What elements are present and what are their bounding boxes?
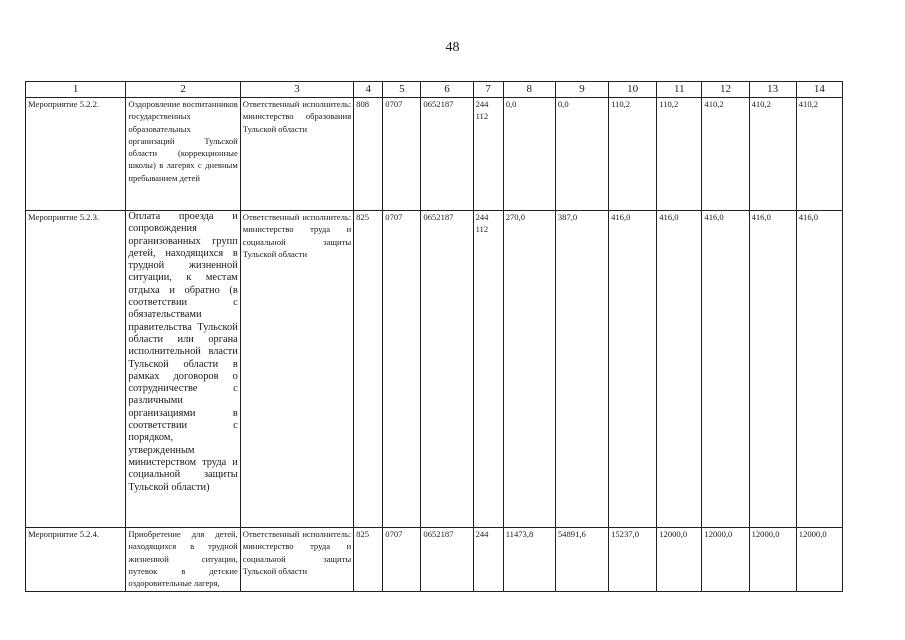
description-text: Оздоровление воспитанников государственных образовательных организаций Тульской области (коррекционные школы) в лагерях с дневным пребыванием детей <box>128 99 238 183</box>
value-cell: 270,0 <box>503 211 555 528</box>
grbs-cell: 808 <box>354 98 383 211</box>
responsible-cell <box>240 211 353 528</box>
value-cell: 416,0 <box>796 211 842 528</box>
value-cell: 416,0 <box>657 211 702 528</box>
grbs-cell: 825 <box>354 211 383 528</box>
column-header: 14 <box>796 82 842 98</box>
value-cell: 416,0 <box>609 211 657 528</box>
column-header: 3 <box>240 82 353 98</box>
description-text: Оплата проезда и сопровождения организованных групп детей, находящихся в трудной жизненной ситуации, к местам отдыха и обратно (в соответствии с обязательствами правительства Тульской области или органа исполнительной власти Тульской области в рамках договоров о сотрудничестве с различными организациями в соответствии с порядком, утвержденным министерством труда и социальной защиты Тульской области) <box>128 211 238 493</box>
description-cell <box>126 98 240 211</box>
column-header: 9 <box>555 82 608 98</box>
value-cell: 12000,0 <box>702 528 749 592</box>
value-cell: 416,0 <box>749 211 796 528</box>
column-header: 13 <box>749 82 796 98</box>
description-cell <box>126 211 240 528</box>
value-cell: 110,2 <box>657 98 702 211</box>
page-number: 48 <box>445 40 460 55</box>
responsible-text: Ответственный исполнитель: министерство труда и социальной защиты Тульской области <box>242 212 352 259</box>
csr-cell: 0652187 <box>421 98 473 211</box>
description-cell <box>126 528 240 592</box>
rzpr-cell: 0707 <box>383 98 421 211</box>
budget-table <box>25 81 843 592</box>
value-cell: 0,0 <box>503 98 555 211</box>
value-cell: 11473,8 <box>503 528 555 592</box>
value-cell: 0,0 <box>555 98 608 211</box>
table-row <box>26 211 843 528</box>
event-cell: Мероприятие 5.2.4. <box>26 528 126 592</box>
column-header: 1 <box>26 82 126 98</box>
vr-cell <box>473 528 503 592</box>
rzpr-cell: 0707 <box>383 211 421 528</box>
value-cell: 54891,6 <box>555 528 608 592</box>
table-row <box>26 528 843 592</box>
column-header: 7 <box>473 82 503 98</box>
csr-cell: 0652187 <box>421 211 473 528</box>
value-cell: 110,2 <box>609 98 657 211</box>
value-cell: 12000,0 <box>796 528 842 592</box>
column-header: 12 <box>702 82 749 98</box>
vr-text: 244 <box>475 529 489 539</box>
responsible-cell <box>240 528 353 592</box>
responsible-text: Ответственный исполнитель: министерство образования Тульской области <box>242 99 352 134</box>
rzpr-cell: 0707 <box>383 528 421 592</box>
column-header: 5 <box>383 82 421 98</box>
vr-cell <box>473 211 503 528</box>
value-cell: 15237,0 <box>609 528 657 592</box>
event-cell: Мероприятие 5.2.2. <box>26 98 126 211</box>
value-cell: 12000,0 <box>749 528 796 592</box>
responsible-cell <box>240 98 353 211</box>
csr-cell: 0652187 <box>421 528 473 592</box>
vr-cell <box>473 98 503 211</box>
table-header-row <box>26 82 843 98</box>
vr-text: 244 112 <box>475 212 489 235</box>
value-cell: 410,2 <box>796 98 842 211</box>
column-header: 6 <box>421 82 473 98</box>
column-header: 8 <box>503 82 555 98</box>
table-row <box>26 98 843 211</box>
grbs-cell: 825 <box>354 528 383 592</box>
value-cell: 410,2 <box>702 98 749 211</box>
value-cell: 410,2 <box>749 98 796 211</box>
value-cell: 416,0 <box>702 211 749 528</box>
responsible-text: Ответственный исполнитель: министерство труда и социальной защиты Тульской области <box>242 529 352 576</box>
column-header: 2 <box>126 82 240 98</box>
value-cell: 387,0 <box>555 211 608 528</box>
value-cell: 12000,0 <box>657 528 702 592</box>
column-header: 10 <box>609 82 657 98</box>
description-text: Приобретение для детей, находящихся в трудной жизненной ситуации, путевок в детские оздоровительные лагеря, <box>128 529 238 589</box>
column-header: 11 <box>657 82 702 98</box>
vr-text: 244 112 <box>475 99 489 122</box>
event-cell: Мероприятие 5.2.3. <box>26 211 126 528</box>
column-header: 4 <box>354 82 383 98</box>
